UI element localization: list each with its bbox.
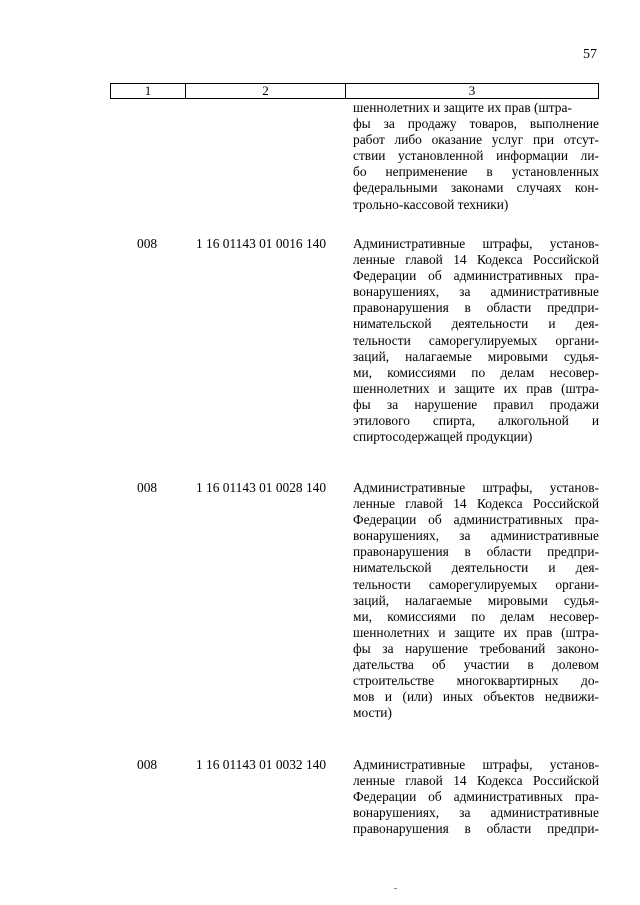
scan-artifact [394, 888, 397, 889]
description-line: федеральными законами случаях кон- [353, 180, 599, 196]
kbk-code: 1 16 01143 01 0028 140 [196, 480, 327, 495]
description-line: ствии установленной информации ли- [353, 148, 599, 164]
description-line: ленные главой 14 Кодекса Российской [353, 252, 599, 268]
description-line: вонарушениях, за административные [353, 805, 599, 821]
description-line: этилового спирта, алкогольной и [353, 413, 599, 429]
description-line: шеннолетних и защите их прав (штра- [353, 100, 572, 115]
description-line: фы за нарушение требований законо- [353, 640, 599, 656]
continuation-description [353, 100, 599, 213]
description-line: вонарушениях, за административные [353, 284, 599, 300]
description-line: Административные штрафы, установ- [353, 757, 599, 772]
description-line: дательства об участии в долевом [353, 657, 599, 673]
description-line: Административные штрафы, установ- [353, 236, 599, 251]
kbk-code: 1 16 01143 01 0032 140 [196, 757, 327, 772]
row-description [353, 236, 599, 445]
description-line: фы за продажу товаров, выполнение [353, 116, 599, 132]
description-line: нимательской деятельности и дея- [353, 560, 599, 576]
description-line: мости) [353, 705, 392, 721]
description-line: Федерации об административных пра- [353, 512, 599, 528]
description-line: правонарушения в области предпри- [353, 821, 599, 837]
description-line: Федерации об административных пра- [353, 789, 599, 805]
kbk-code: 1 16 01143 01 0016 140 [196, 236, 327, 251]
description-line: ленные главой 14 Кодекса Российской [353, 773, 599, 789]
description-line: трольно-кассовой техники) [353, 196, 509, 212]
description-line: Федерации об административных пра- [353, 268, 599, 284]
description-line: Административные штрафы, установ- [353, 480, 599, 495]
admin-code: 008 [137, 236, 158, 251]
table-header-col-1: 1 [144, 83, 152, 98]
description-line: шеннолетних и защите их прав (штра- [353, 380, 599, 396]
description-line: ми, комиссиями по делам несовер- [353, 608, 599, 624]
description-line: спиртосодержащей продукции) [353, 429, 533, 445]
description-line: заций, налагаемые мировыми судья- [353, 592, 599, 608]
row-description [353, 757, 599, 837]
description-line: строительстве многоквартирных до- [353, 673, 599, 689]
admin-code: 008 [137, 757, 158, 772]
description-line: тельности саморегулируемых органи- [353, 332, 599, 348]
table-header-col-3: 3 [345, 84, 598, 98]
description-line: правонарушения в области предпри- [353, 544, 599, 560]
description-line: ленные главой 14 Кодекса Российской [353, 496, 599, 512]
description-line: фы за нарушение правил продажи [353, 396, 599, 412]
row-description [353, 480, 599, 721]
description-line: мов и (или) иных объектов недвижи- [353, 689, 599, 705]
description-line: шеннолетних и защите их прав (штра- [353, 624, 599, 640]
description-line: работ либо оказание услуг при отсут- [353, 132, 599, 148]
admin-code: 008 [137, 480, 158, 495]
description-line: нимательской деятельности и дея- [353, 316, 599, 332]
page-number: 57 [583, 47, 597, 62]
table-header-row [110, 83, 599, 99]
description-line: ми, комиссиями по делам несовер- [353, 364, 599, 380]
description-line: тельности саморегулируемых органи- [353, 576, 599, 592]
description-line: правонарушения в области предпри- [353, 300, 599, 316]
table-header-col-2: 2 [185, 84, 345, 98]
description-line: заций, налагаемые мировыми судья- [353, 348, 599, 364]
description-line: бо неприменение в установленных [353, 164, 599, 180]
description-line: вонарушениях, за административные [353, 528, 599, 544]
